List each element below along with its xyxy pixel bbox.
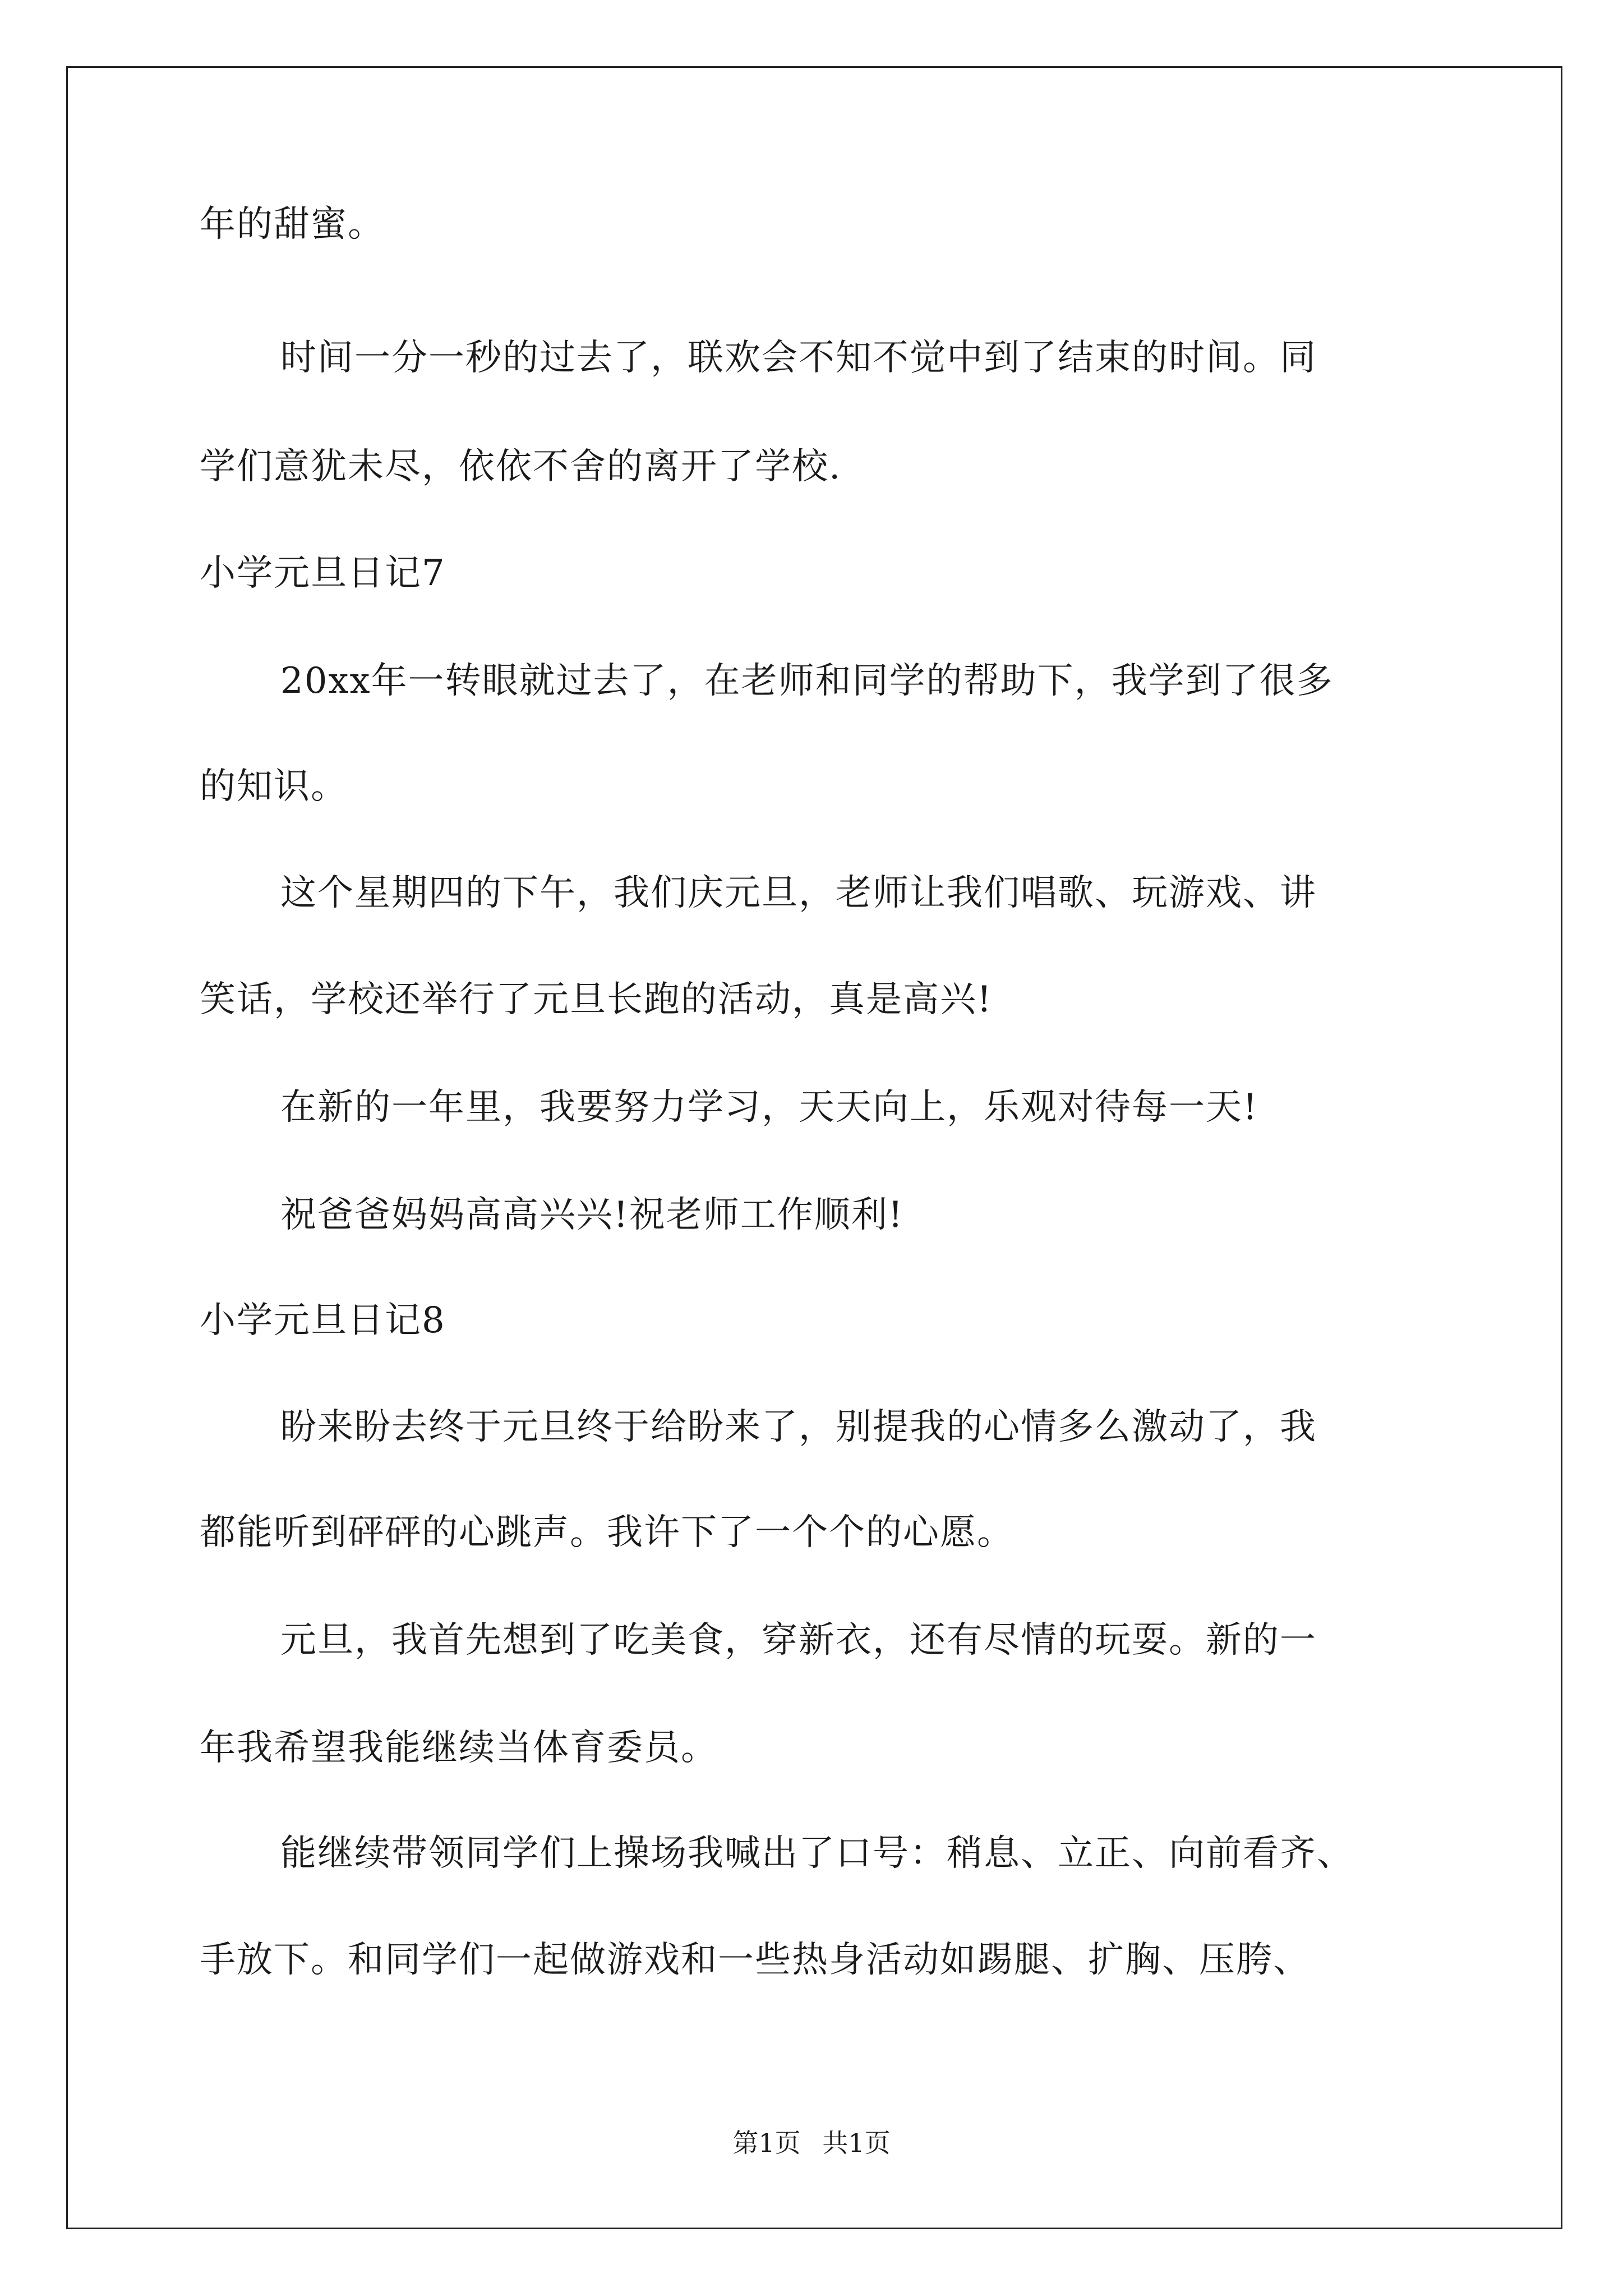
- paragraph-line: 学们意犹未尽，依依不舍的离开了学校.: [200, 446, 842, 487]
- page-border: [66, 66, 1562, 2229]
- paragraph-line: 都能听到砰砰的心跳声。我许下了一个个的心愿。: [200, 1512, 1014, 1553]
- paragraph-line: 盼来盼去终于元旦终于给盼来了，别提我的心情多么激动了，我: [280, 1406, 1317, 1448]
- paragraph-line: 的知识。: [200, 766, 348, 807]
- paragraph-line: 元旦，我首先想到了吃美食，穿新衣，还有尽情的玩耍。新的一: [280, 1619, 1317, 1661]
- paragraph-line: 年我希望我能继续当体育委员。: [200, 1727, 718, 1769]
- paragraph-line: 祝爸爸妈妈高高兴兴!祝老师工作顺利!: [280, 1194, 904, 1236]
- page-total: 共1页: [822, 2128, 891, 2158]
- paragraph-line: 能继续带领同学们上操场我喊出了口号：稍息、立正、向前看齐、: [280, 1833, 1354, 1874]
- section-heading: 小学元旦日记7: [200, 553, 446, 594]
- page-number: 第1页: [732, 2128, 801, 2158]
- paragraph-line: 这个星期四的下午，我们庆元旦，老师让我们唱歌、玩游戏、讲: [280, 872, 1317, 914]
- paragraph-line: 年的甜蜜。: [200, 204, 385, 245]
- paragraph-line: 时间一分一秒的过去了，联欢会不知不觉中到了结束的时间。同: [280, 337, 1317, 379]
- page-footer: [0, 2126, 1623, 2160]
- paragraph-line: 手放下。和同学们一起做游戏和一些热身活动如踢腿、扩胸、压胯、: [200, 1939, 1310, 1981]
- section-heading: 小学元旦日记8: [200, 1300, 446, 1341]
- paragraph-line: 在新的一年里，我要努力学习，天天向上，乐观对待每一天!: [280, 1087, 1258, 1128]
- paragraph-line: 笑话，学校还举行了元旦长跑的活动，真是高兴!: [200, 979, 993, 1020]
- paragraph-line: 20xx年一转眼就过去了，在老师和同学的帮助下，我学到了很多: [280, 660, 1334, 702]
